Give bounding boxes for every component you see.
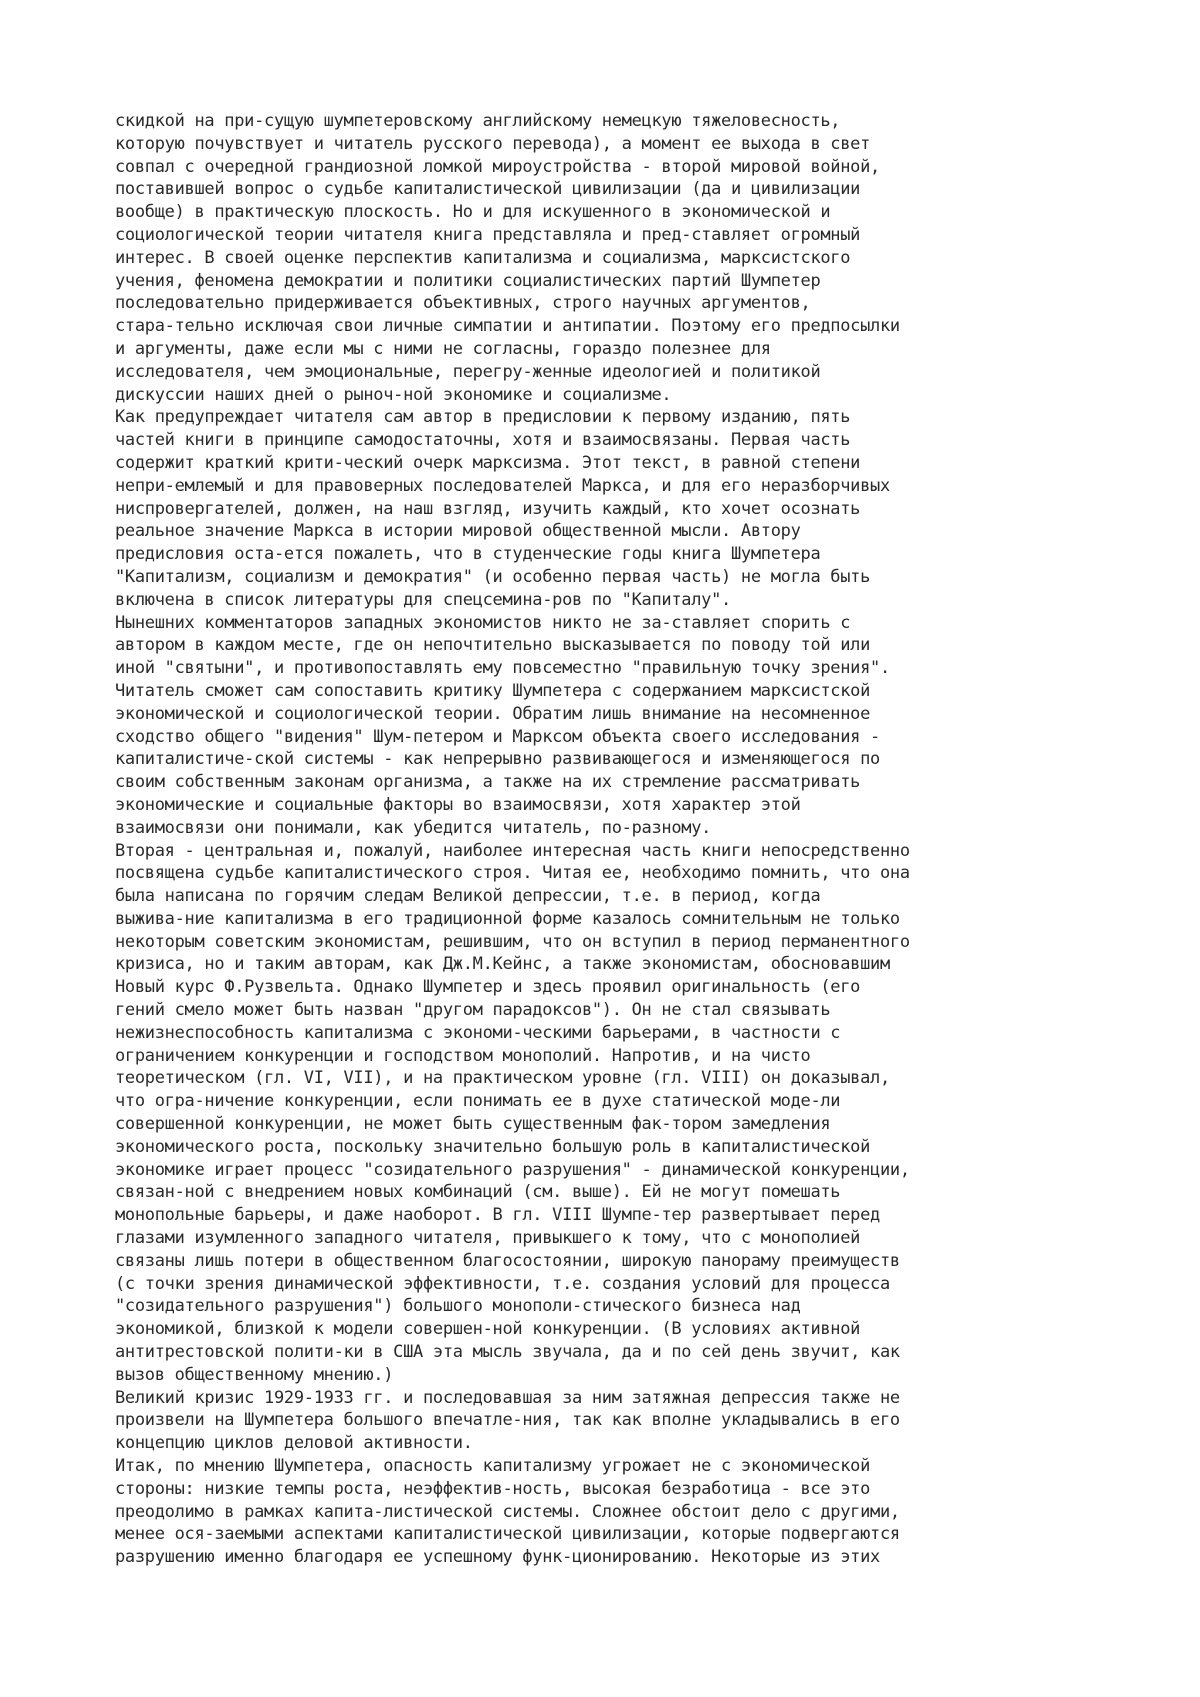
text-line: Итак, по мнению Шумпетера, опасность капитализму угрожает не с экономической <box>115 1456 871 1477</box>
text-line: исследователя, чем эмоциональные, перегру-женные идеологией и политикой <box>115 361 821 382</box>
text-line: что огра-ничение конкуренции, если понимать ее в духе статической моде-ли <box>115 1091 841 1112</box>
text-line: непри-емлемый и для правоверных последователей Маркса, и для его неразборчивых <box>115 475 890 496</box>
text-line: Новый курс Ф.Рузвельта. Однако Шумпетер и здесь проявил оригинальность (его <box>115 977 861 998</box>
text-line: включена в список литературы для спецсемина-ров по "Капиталу". <box>115 589 731 610</box>
text-line: "созидательного разрушения") большого монополи-стического бизнеса над <box>115 1296 801 1317</box>
text-line: автором в каждом месте, где он непочтительно высказывается по поводу той или <box>115 635 871 656</box>
text-line: стара-тельно исключая свои личные симпатии и антипатии. Поэтому его предпосылки <box>115 316 900 337</box>
text-line: нежизнеспособность капитализма с экономи-ческими барьерами, в частности с <box>115 1022 841 1043</box>
text-line: дискуссии наших дней о рыноч-ной экономике и социализме. <box>115 384 672 405</box>
text-line: антитрестовской полити-ки в США эта мысль звучала, да и по сей день звучит, как <box>115 1342 900 1363</box>
text-line: некоторым советским экономистам, решившим, что он вступил в период перманентного <box>115 931 910 952</box>
text-line: последовательно придерживается объективных, строго научных аргументов, <box>115 293 811 314</box>
text-line: которую почувствует и читатель русского перевода), а момент ее выхода в свет <box>115 133 871 154</box>
text-line: связан-ной с внедрением новых комбинаций (см. выше). Ей не могут помешать <box>115 1182 841 1203</box>
text-line: экономические и социальные факторы во взаимосвязи, хотя характер этой <box>115 794 801 815</box>
text-line: произвели на Шумпетера большого впечатле-ния, так как вполне укладывались в его <box>115 1410 900 1431</box>
text-line: теоретическом (гл. VI, VII), и на практическом уровне (гл. VIII) он доказывал, <box>115 1068 890 1089</box>
text-line: содержит краткий крити-ческий очерк марксизма. Этот текст, в равной степени <box>115 452 861 473</box>
text-line: частей книги в принципе самодостаточны, хотя и взаимосвязаны. Первая часть <box>115 430 851 451</box>
text-line: менее ося-заемыми аспектами капиталистической цивилизации, которые подвергаются <box>115 1524 900 1545</box>
text-line: связаны лишь потери в общественном благосостоянии, широкую панораму преимуществ <box>115 1250 900 1271</box>
text-line: взаимосвязи они понимали, как убедится читатель, по-разному. <box>115 817 712 838</box>
text-line: стороны: низкие темпы роста, неэффектив-ность, высокая безработица - все это <box>115 1478 871 1499</box>
text-line: разрушению именно благодаря ее успешному функ-ционированию. Некоторые из этих <box>115 1547 880 1568</box>
text-line: Как предупреждает читателя сам автор в предисловии к первому изданию, пять <box>115 407 851 428</box>
text-line: экономического роста, поскольку значительно большую роль в капиталистической <box>115 1136 871 1157</box>
text-line: учения, феномена демократии и политики социалистических партий Шумпетер <box>115 270 821 291</box>
text-line: гений смело может быть назван "другом парадоксов"). Он не стал связывать <box>115 1000 831 1021</box>
text-line: предисловия оста-ется пожалеть, что в студенческие годы книга Шумпетера <box>115 544 821 565</box>
text-line: и аргументы, даже если мы с ними не согласны, гораздо полезнее для <box>115 338 771 359</box>
text-line: преодолимо в рамках капита-листической системы. Сложнее обстоит дело с другими, <box>115 1501 900 1522</box>
text-line: совершенной конкуренции, не может быть существенным фак-тором замедления <box>115 1114 831 1135</box>
text-line: вызов общественному мнению.) <box>115 1364 394 1385</box>
text-line: Вторая - центральная и, пожалуй, наиболее интересная часть книги непосредственно <box>115 840 910 861</box>
text-line: экономической и социологической теории. Обратим лишь внимание на несомненное <box>115 703 871 724</box>
text-line: была написана по горячим следам Великой депрессии, т.е. в период, когда <box>115 886 821 907</box>
text-line: реальное значение Маркса в истории мировой общественной мысли. Автору <box>115 521 801 542</box>
text-line: посвящена судьбе капиталистического строя. Читая ее, необходимо помнить, что она <box>115 863 910 884</box>
text-line: монопольные барьеры, и даже наоборот. В гл. VIII Шумпе-тер развертывает перед <box>115 1205 880 1226</box>
text-line: кризиса, но и таким авторам, как Дж.М.Кейнс, а также экономистам, обосновавшим <box>115 954 890 975</box>
text-line: экономикой, близкой к модели совершен-ной конкуренции. (В условиях активной <box>115 1319 861 1340</box>
text-line: "Капитализм, социализм и демократия" (и особенно первая часть) не могла быть <box>115 566 871 587</box>
text-line: иной "святыни", и противопоставлять ему повсеместно "правильную точку зрения". <box>115 658 890 679</box>
text-line: сходство общего "видения" Шум-петером и Марксом объекта своего исследования - <box>115 726 880 747</box>
text-line: выжива-ние капитализма в его традиционной форме казалось сомнительным не только <box>115 908 900 929</box>
text-line: капиталистиче-ской системы - как непрерывно развивающегося и изменяющегося по <box>115 749 880 770</box>
text-line: совпал с очередной грандиозной ломкой мироустройства - второй мировой войной, <box>115 156 880 177</box>
text-line: Нынешних комментаторов западных экономистов никто не за-ставляет спорить с <box>115 612 851 633</box>
text-line: скидкой на при-сущую шумпетеровскому английскому немецкую тяжеловесность, <box>115 111 841 131</box>
text-line: экономике играет процесс "созидательного разрушения" - динамической конкуренции, <box>115 1159 910 1180</box>
text-line: (с точки зрения динамической эффективности, т.е. создания условий для процесса <box>115 1273 890 1294</box>
body-text <box>115 110 1115 1569</box>
text-line: социологической теории читателя книга представляла и пред-ставляет огромный <box>115 224 861 245</box>
text-line: ниспровергателей, должен, на наш взгляд, изучить каждый, кто хочет осознать <box>115 498 861 519</box>
text-line: Великий кризис 1929-1933 гг. и последовавшая за ним затяжная депрессия также не <box>115 1387 900 1408</box>
text-line: Читатель сможет сам сопоставить критику Шумпетера с содержанием марксистской <box>115 680 871 701</box>
text-line: ограничением конкуренции и господством монополий. Напротив, и на чисто <box>115 1045 811 1066</box>
text-line: вообще) в практическую плоскость. Но и для искушенного в экономической и <box>115 202 831 223</box>
text-line: концепцию циклов деловой активности. <box>115 1433 473 1454</box>
text-line: поставившей вопрос о судьбе капиталистической цивилизации (да и цивилизации <box>115 179 861 200</box>
text-line: своим собственным законам организма, а также на их стремление рассматривать <box>115 772 861 793</box>
text-line: глазами изумленного западного читателя, привыкшего к тому, что с монополией <box>115 1228 861 1249</box>
text-line: интерес. В своей оценке перспектив капитализма и социализма, марксистского <box>115 247 851 268</box>
